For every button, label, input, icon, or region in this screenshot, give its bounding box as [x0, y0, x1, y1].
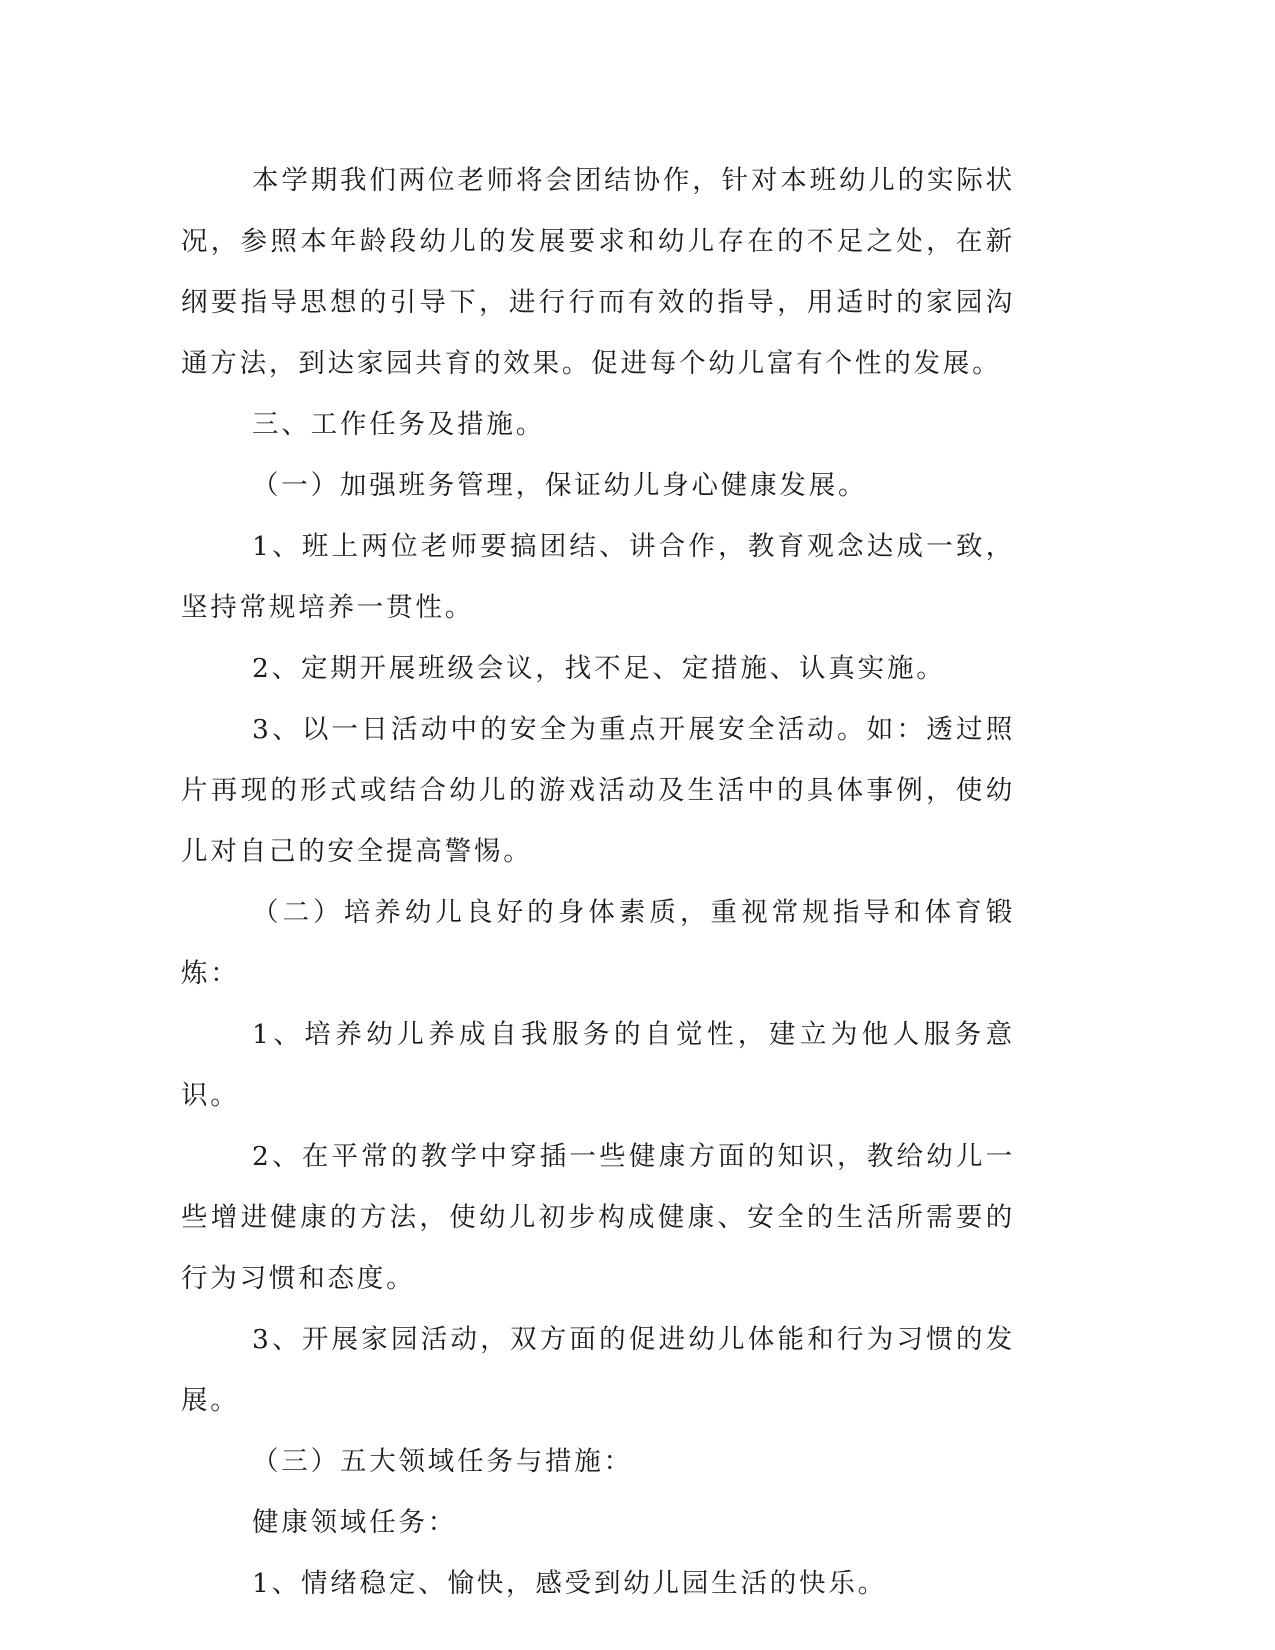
domain-heading-health: 健康领域任务： [252, 1507, 458, 1538]
list-item: 1、班上两位老师要搞团结、讲合作，教育观念达成一致，坚持常规培养一贯性。 [181, 531, 1015, 623]
section-heading-3: 三、工作任务及措施。 [252, 409, 545, 440]
document-body [181, 150, 1015, 1614]
list-item: 1、培养幼儿养成自我服务的自觉性，建立为他人服务意识。 [181, 1019, 1015, 1111]
list-item: 2、在平常的教学中穿插一些健康方面的知识，教给幼儿一些增进健康的方法，使幼儿初步构成健康、安全的生活所需要的行为习惯和态度。 [181, 1141, 1015, 1294]
list-item: 1、情绪稳定、愉快，感受到幼儿园生活的快乐。 [252, 1568, 887, 1599]
subsection-heading-3: （三）五大领域任务与措施： [252, 1446, 633, 1477]
list-item: 3、开展家园活动，双方面的促进幼儿体能和行为习惯的发展。 [181, 1324, 1015, 1416]
subsection-heading-1: （一）加强班务管理，保证幼儿身心健康发展。 [252, 470, 868, 501]
subsection-heading-2: （二）培养幼儿良好的身体素质，重视常规指导和体育锻炼： [181, 897, 1015, 989]
paragraph-intro: 本学期我们两位老师将会团结协作，针对本班幼儿的实际状况，参照本年龄段幼儿的发展要求和幼儿存在的不足之处，在新纲要指导思想的引导下，进行行而有效的指导，用适时的家园沟通方法，到达家园共育的效果。促进每个幼儿富有个性的发展。 [181, 165, 1015, 379]
list-item: 2、定期开展班级会议，找不足、定措施、认真实施。 [252, 653, 946, 684]
list-item: 3、以一日活动中的安全为重点开展安全活动。如：透过照片再现的形式或结合幼儿的游戏活动及生活中的具体事例，使幼儿对自己的安全提高警惕。 [181, 714, 1015, 867]
